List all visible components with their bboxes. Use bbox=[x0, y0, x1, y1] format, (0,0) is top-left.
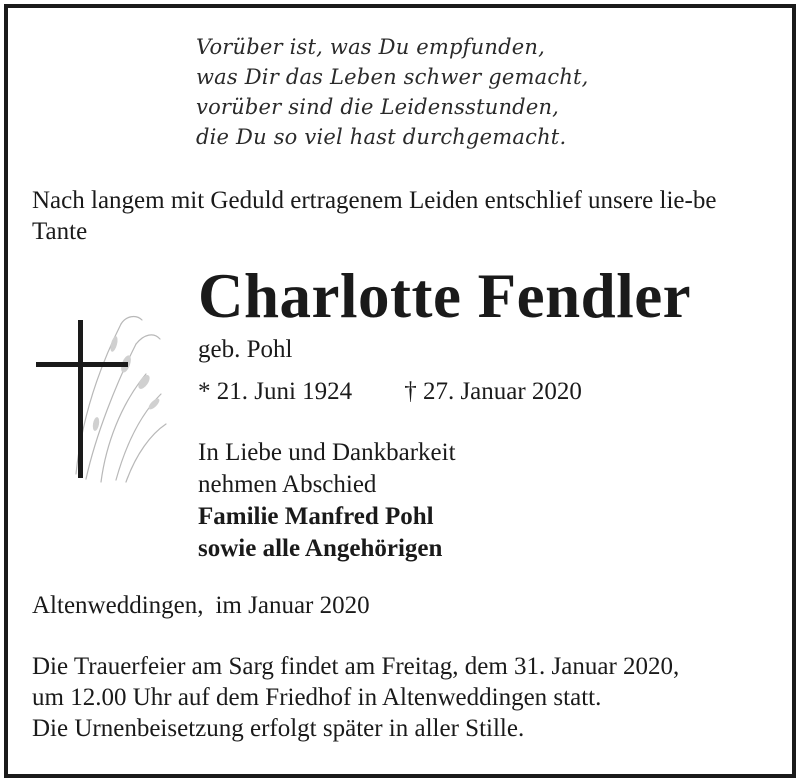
service-line-1: Die Trauerfeier am Sarg findet am Freitag, dem 31. Januar 2020, bbox=[32, 653, 680, 680]
death-date: † 27. Januar 2020 bbox=[404, 378, 582, 405]
mourners-line-2: nehmen Abschied bbox=[198, 471, 377, 498]
place-date bbox=[32, 592, 370, 620]
intro-line: Nach langem mit Geduld ertragenem Leiden entschlief unsere lie-be Tante bbox=[32, 187, 717, 245]
birth-date: * 21. Juni 1924 bbox=[198, 378, 353, 405]
poem-line-3: vorüber sind die Leidensstunden, bbox=[196, 95, 560, 119]
family-name: Familie Manfred Pohl bbox=[198, 503, 434, 530]
poem-line-4: die Du so viel hast durchgemacht. bbox=[196, 125, 567, 149]
poem bbox=[196, 32, 589, 152]
service-info bbox=[32, 651, 679, 744]
cross-with-grass-icon bbox=[26, 304, 176, 494]
deceased-name: Charlotte Fendler bbox=[198, 261, 692, 331]
poem-line-1: Vorüber ist, was Du empfunden, bbox=[196, 35, 545, 59]
birth-name: geb. Pohl bbox=[198, 336, 293, 363]
place-town: Altenweddingen, bbox=[32, 592, 204, 619]
poem-line-2: was Dir das Leben schwer gemacht, bbox=[196, 65, 589, 89]
place-month: im Januar 2020 bbox=[215, 592, 370, 619]
life-dates bbox=[198, 378, 582, 406]
mourners-block bbox=[198, 437, 456, 565]
service-line-3: Die Urnenbeisetzung erfolgt später in aller Stille. bbox=[32, 715, 525, 742]
mourners-line-1: In Liebe und Dankbarkeit bbox=[198, 439, 456, 466]
intro-text bbox=[32, 185, 772, 247]
service-line-2: um 12.00 Uhr auf dem Friedhof in Altenweddingen statt. bbox=[32, 684, 602, 711]
relatives-line: sowie alle Angehörigen bbox=[198, 535, 443, 562]
